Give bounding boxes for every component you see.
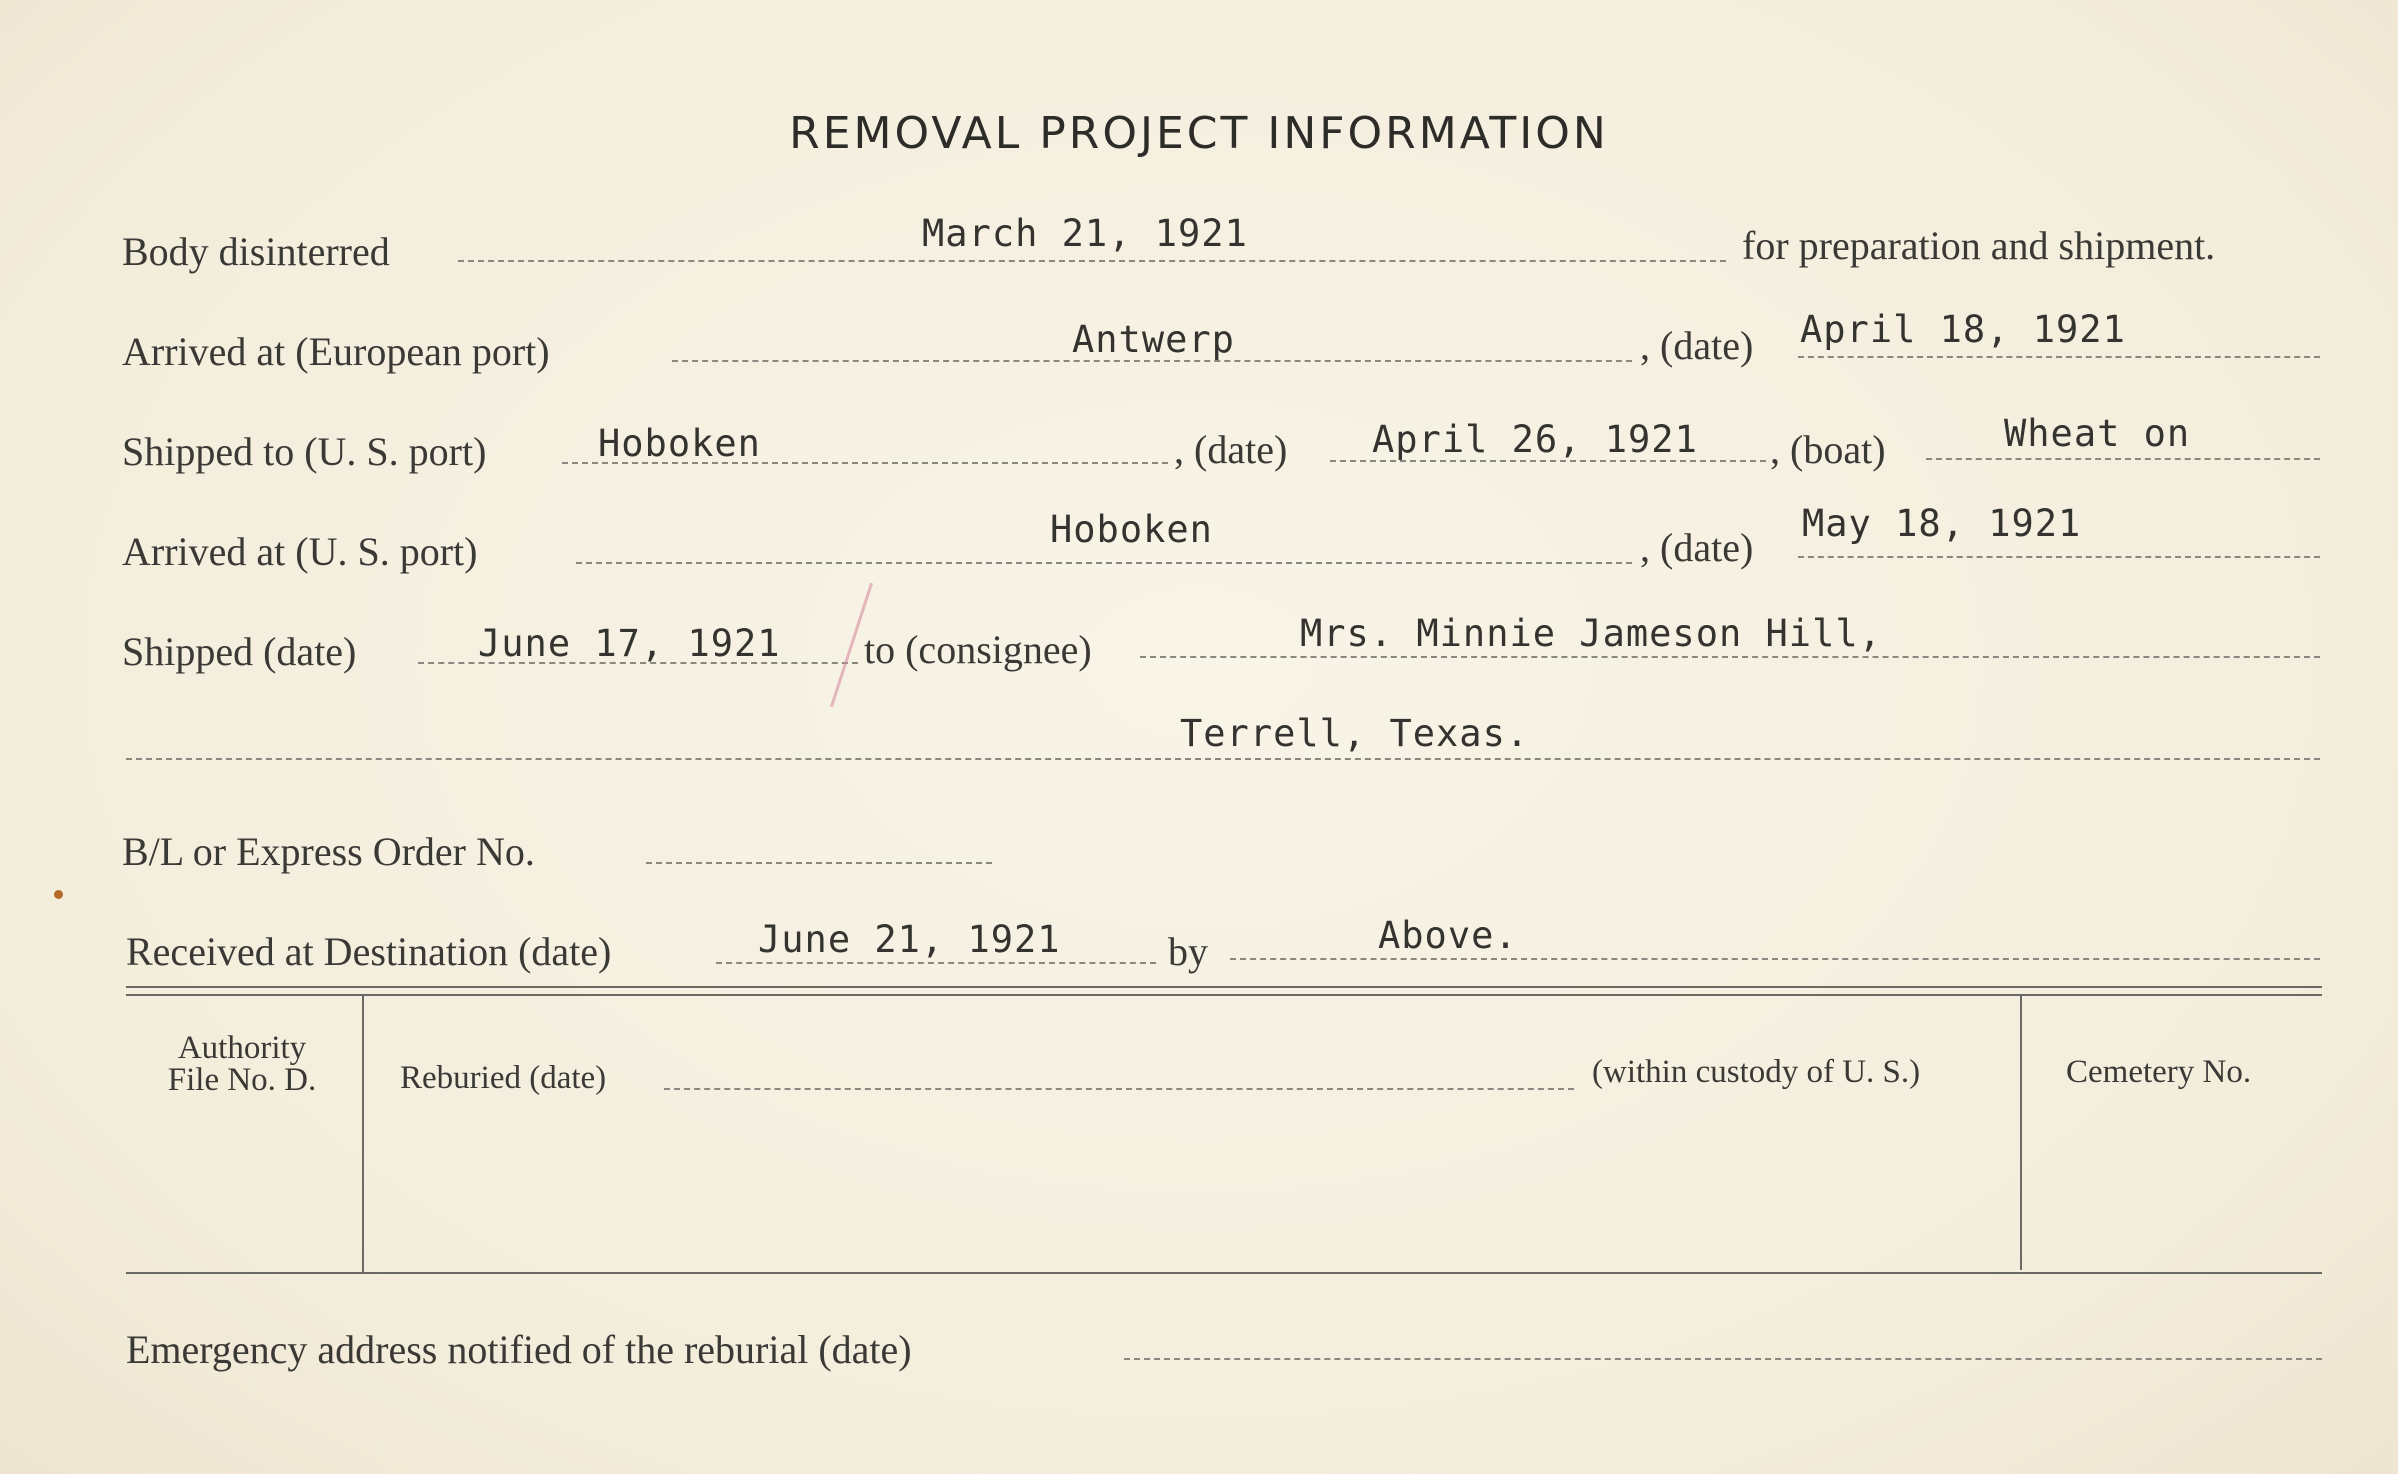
label-reburied-date: Reburied (date) xyxy=(400,1060,607,1096)
fill-line xyxy=(1230,958,2320,960)
value-shipped-date: April 26, 1921 xyxy=(1372,418,1698,461)
fill-line xyxy=(1798,556,2320,558)
label-bl-order: B/L or Express Order No. xyxy=(122,829,535,874)
fill-line xyxy=(1140,656,2320,658)
value-consignee-address: Terrell, Texas. xyxy=(1180,712,1530,755)
value-consignee-name: Mrs. Minnie Jameson Hill, xyxy=(1300,612,1882,655)
value-disinterred-date: March 21, 1921 xyxy=(922,212,1248,255)
value-us-arrival-date: May 18, 1921 xyxy=(1802,502,2082,545)
label-custody: (within custody of U. S.) xyxy=(1592,1054,1921,1090)
label-shipped-us-port: Shipped to (U. S. port) xyxy=(122,429,487,474)
fill-line xyxy=(646,862,992,864)
fill-line xyxy=(126,758,2320,760)
label-date: , (date) xyxy=(1640,525,1754,570)
label-arrived-european-port: Arrived at (European port) xyxy=(122,329,550,374)
fill-line xyxy=(1124,1358,2322,1360)
label-emergency-notified: Emergency address notified of the reburial (date) xyxy=(126,1327,912,1372)
value-shipped-date-final: June 17, 1921 xyxy=(478,622,781,665)
table-top-rule xyxy=(126,986,2322,988)
value-received-date: June 21, 1921 xyxy=(758,918,1061,961)
label-body-disinterred: Body disinterred xyxy=(122,229,390,274)
label-received-destination: Received at Destination (date) xyxy=(126,929,612,974)
label-authority: Authority xyxy=(177,1030,307,1066)
table-top-rule-inner xyxy=(126,994,2322,996)
value-received-by: Above. xyxy=(1378,914,1518,957)
fill-line xyxy=(664,1088,1574,1090)
fill-line xyxy=(576,562,1632,564)
fill-line xyxy=(458,260,1726,262)
label-preparation-shipment: for preparation and shipment. xyxy=(1742,223,2216,268)
label-by: by xyxy=(1168,929,1208,974)
table-divider-left xyxy=(362,996,364,1274)
fill-line xyxy=(1926,458,2320,460)
table-bottom-rule xyxy=(126,1272,2322,1274)
label-cemetery-no: Cemetery No. xyxy=(2066,1054,2252,1090)
label-file-no: File No. D. xyxy=(167,1062,317,1098)
card-title: REMOVAL PROJECT INFORMATION xyxy=(789,108,1609,159)
value-shipped-us-port: Hoboken xyxy=(598,422,761,465)
value-us-port: Hoboken xyxy=(1050,508,1213,551)
ink-spot xyxy=(54,890,63,899)
value-boat: Wheat on xyxy=(2004,412,2191,455)
label-shipped-date: Shipped (date) xyxy=(122,629,357,674)
fill-line xyxy=(716,962,1156,964)
label-date: , (date) xyxy=(1640,323,1754,368)
label-date: , (date) xyxy=(1174,427,1288,472)
label-boat: , (boat) xyxy=(1770,427,1886,472)
value-european-port: Antwerp xyxy=(1072,318,1235,361)
fill-line xyxy=(1798,356,2320,358)
table-divider-right xyxy=(2020,994,2022,1270)
value-european-arrival-date: April 18, 1921 xyxy=(1800,308,2126,351)
label-arrived-us-port: Arrived at (U. S. port) xyxy=(122,529,478,574)
label-consignee: to (consignee) xyxy=(864,627,1092,672)
